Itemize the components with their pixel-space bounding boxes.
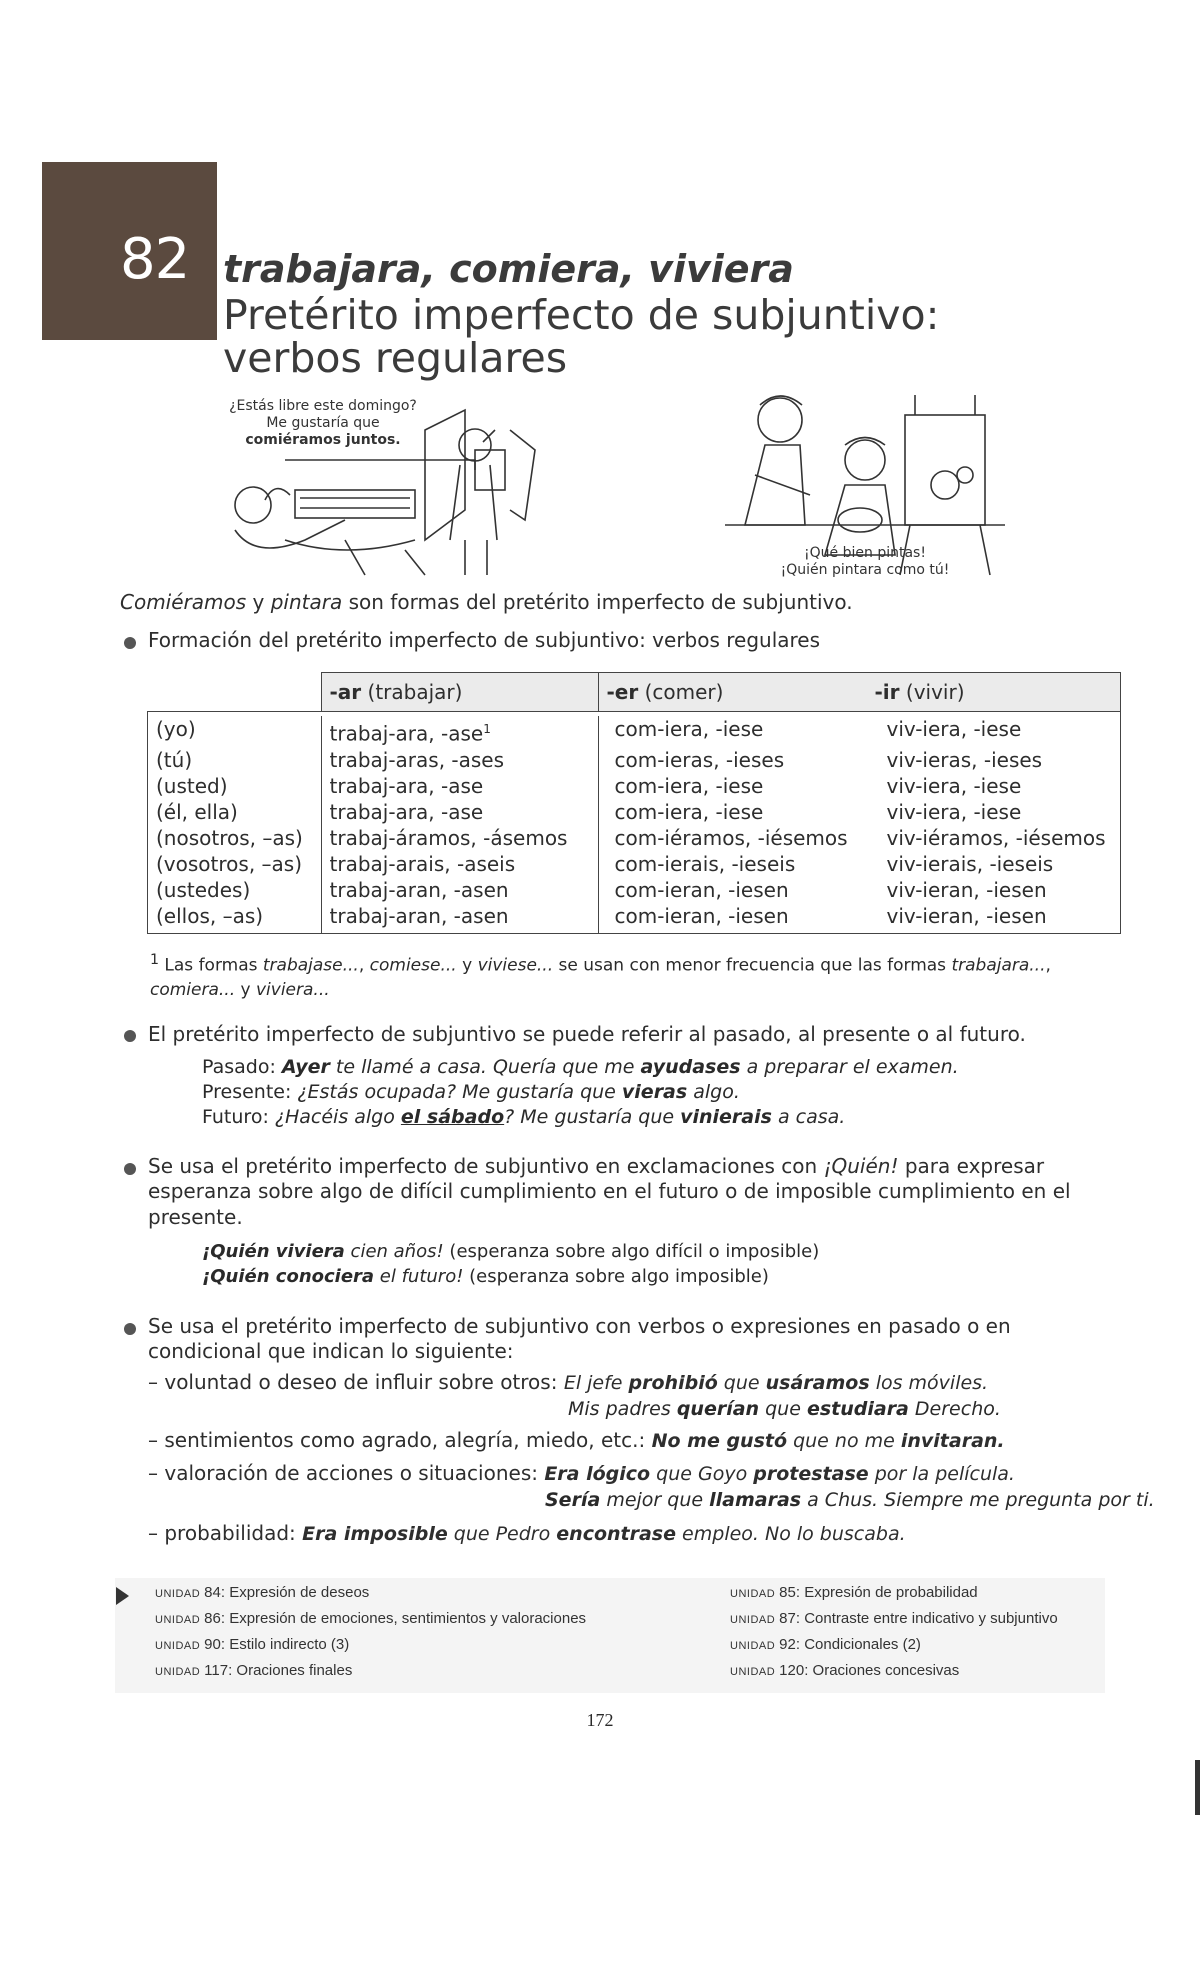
header-ir: -ir (vivir): [867, 673, 1121, 712]
cell-ar: trabaj-ara, -ase$^1$: [321, 716, 598, 747]
example-present: Presente: ¿Estás ocupada? Me gustaría que vieras algo.: [202, 1081, 740, 1103]
cell-pronoun: (usted): [148, 773, 322, 799]
cell-er: com-ierais, -ieseis: [598, 851, 867, 877]
conjugation-table: [147, 672, 1121, 934]
bullet-icon: [124, 1163, 136, 1175]
section-past-conditional: Se usa el pretérito imperfecto de subjuntivo con verbos o expresiones en pasado o en condicional que indican lo siguiente:: [148, 1314, 1011, 1364]
use-volition: – voluntad o deseo de influir sobre otros: El jefe prohibió que usáramos los móviles.: [148, 1370, 989, 1394]
arrow-right-icon: [116, 1587, 129, 1605]
header-er: -er (comer): [598, 673, 867, 712]
cell-pronoun: (nosotros, –as): [148, 825, 322, 851]
table-row: [148, 903, 1121, 934]
cell-ir: viv-ieran, -iesen: [867, 903, 1121, 934]
right-speech-bubble: [760, 545, 970, 579]
section-exclamations: Se usa el pretérito imperfecto de subjuntivo en exclamaciones con ¡Quién! para expresar esperanza sobre algo de difícil cumplimiento en el futuro o de imposible cumplimiento en el presente.: [148, 1154, 1071, 1229]
cell-ar: trabaj-aran, -asen: [321, 903, 598, 934]
cell-ir: viv-iéramos, -iésemos: [867, 825, 1121, 851]
table-row: [148, 877, 1121, 903]
cell-er: com-iéramos, -iésemos: [598, 825, 867, 851]
bubble-line: Me gustaría que: [266, 415, 380, 432]
use-valuation: – valoración de acciones o situaciones: Era lógico que Goyo protestase por la película.: [148, 1461, 1015, 1485]
cell-ar: trabaj-ara, -ase: [321, 799, 598, 825]
unit-verb-forms: trabajara, comiera, viviera: [223, 247, 794, 291]
table-row: [148, 825, 1121, 851]
cell-pronoun: (vosotros, –as): [148, 851, 322, 877]
header-ar: -ar (trabajar): [321, 673, 598, 712]
bullet-icon: [124, 637, 136, 649]
section-time-reference: El pretérito imperfecto de subjuntivo se puede referir al pasado, al presente o al futuro.: [148, 1022, 1026, 1046]
table-header-row: [148, 673, 1121, 712]
cell-ar: trabaj-arais, -aseis: [321, 851, 598, 877]
bubble-line: comiéramos juntos.: [245, 432, 401, 449]
example-quien-2: ¡Quién conociera el futuro! (esperanza sobre algo imposible): [202, 1266, 769, 1287]
cell-ar: trabaj-aras, -ases: [321, 747, 598, 773]
unit-number: 82: [120, 227, 190, 292]
page-edge-mark: [1195, 1760, 1200, 1815]
bullet-icon: [124, 1323, 136, 1335]
footnote-mark: 1: [483, 722, 491, 736]
cell-pronoun: (ustedes): [148, 877, 322, 903]
unit-title: [223, 291, 983, 383]
cell-er: com-ieran, -iesen: [598, 877, 867, 903]
table-row: [148, 799, 1121, 825]
cell-ar: trabaj-aran, -asen: [321, 877, 598, 903]
reference-item[interactable]: UNIDAD 92: Condicionales (2): [730, 1636, 921, 1653]
cell-er: com-iera, -iese: [598, 773, 867, 799]
example-past: Pasado: Ayer te llamé a casa. Quería que me ayudases a preparar el examen.: [202, 1056, 959, 1078]
bubble-line: ¡Quién pintara como tú!: [780, 562, 950, 579]
table-row: [148, 716, 1121, 747]
conjugation-body: [148, 716, 1121, 933]
cell-pronoun: (yo): [148, 716, 322, 747]
intro-sentence: Comiéramos y pintara son formas del pretérito imperfecto de subjuntivo.: [120, 590, 853, 614]
cell-er: com-ieras, -ieses: [598, 747, 867, 773]
bubble-line: ¿Estás libre este domingo?: [229, 398, 417, 414]
reference-item[interactable]: UNIDAD 120: Oraciones concesivas: [730, 1662, 960, 1679]
example-quien-1: ¡Quién viviera cien años! (esperanza sobre algo difícil o imposible): [202, 1241, 820, 1262]
bullet-icon: [124, 1030, 136, 1042]
example-future: Futuro: ¿Hacéis algo el sábado? Me gustaría que vinierais a casa.: [202, 1106, 846, 1128]
reference-item[interactable]: UNIDAD 86: Expresión de emociones, sentimientos y valoraciones: [155, 1610, 587, 1627]
left-speech-bubble: [218, 398, 428, 449]
cell-er: com-iera, -iese: [598, 799, 867, 825]
cell-pronoun: (tú): [148, 747, 322, 773]
example-volition-2: Mis padres querían que estudiara Derecho.: [568, 1398, 1001, 1420]
cell-ar: trabaj-ara, -ase: [321, 773, 598, 799]
use-feelings: – sentimientos como agrado, alegría, miedo, etc.: No me gustó que no me invitaran.: [148, 1428, 1005, 1452]
reference-item[interactable]: UNIDAD 117: Oraciones finales: [155, 1662, 353, 1679]
table-row: [148, 747, 1121, 773]
cell-er: com-ieran, -iesen: [598, 903, 867, 934]
table-row: [148, 773, 1121, 799]
reference-item[interactable]: UNIDAD 85: Expresión de probabilidad: [730, 1584, 978, 1601]
table-footnote: $^1$ Las formas trabajase..., comiese... y viviese... se usan con menor frecuencia que las formas trabajara..., comiera... y viviera...: [150, 952, 1051, 1000]
table-row: [148, 851, 1121, 877]
cell-ir: viv-iera, -iese: [867, 799, 1121, 825]
unit-title-line-2: verbos regulares: [223, 334, 568, 383]
cell-ir: viv-ieran, -iesen: [867, 877, 1121, 903]
page-number: 172: [586, 1710, 614, 1730]
use-probability: – probabilidad: Era imposible que Pedro encontrase empleo. No lo buscaba.: [148, 1521, 906, 1545]
section-formation-heading: Formación del pretérito imperfecto de subjuntivo: verbos regulares: [148, 628, 821, 652]
cell-ir: viv-iera, -iese: [867, 773, 1121, 799]
reference-item[interactable]: UNIDAD 84: Expresión de deseos: [155, 1584, 370, 1601]
reference-item[interactable]: UNIDAD 90: Estilo indirecto (3): [155, 1636, 350, 1653]
bubble-line: ¡Qué bien pintas!: [804, 545, 926, 561]
cell-pronoun: (ellos, –as): [148, 903, 322, 934]
reference-item[interactable]: UNIDAD 87: Contraste entre indicativo y subjuntivo: [730, 1610, 1058, 1627]
cell-ar: trabaj-áramos, -ásemos: [321, 825, 598, 851]
cell-ir: viv-ieras, -ieses: [867, 747, 1121, 773]
cell-ir: viv-iera, -iese: [867, 716, 1121, 747]
cell-ir: viv-ierais, -ieseis: [867, 851, 1121, 877]
cell-pronoun: (él, ella): [148, 799, 322, 825]
example-valuation-2: Sería mejor que llamaras a Chus. Siempre me pregunta por ti.: [545, 1489, 1155, 1511]
unit-title-line-1: Pretérito imperfecto de subjuntivo:: [223, 291, 940, 339]
cell-er: com-iera, -iese: [598, 716, 867, 747]
